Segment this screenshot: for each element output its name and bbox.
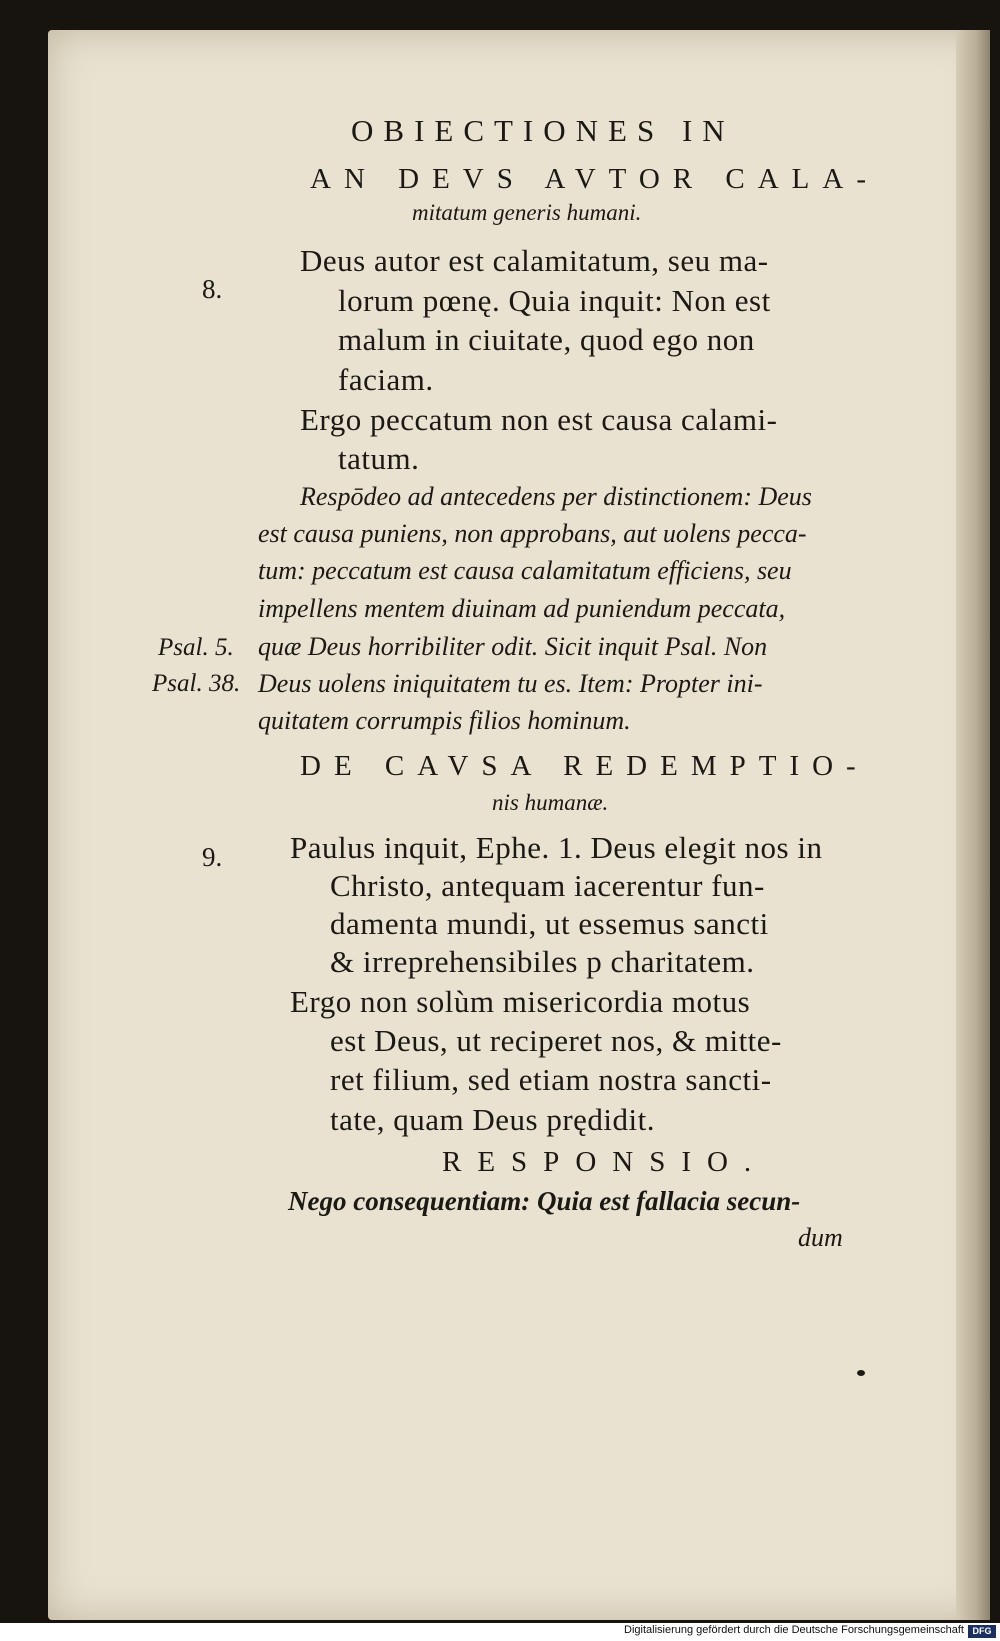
s1-response-5: quæ Deus horribiliter odit. Sicit inquit Psal. Non [258,632,768,661]
s1-line-5: Ergo peccatum non est causa calami- [300,402,778,437]
s1-line-1: Deus autor est calamitatum, seu ma- [300,243,769,278]
s1-response-1: Respōdeo ad antecedens per distinctionem: Deus [300,482,812,511]
footer-bar [0,1623,1000,1641]
section1-heading-cont: mitatum generis humani. [412,200,642,225]
s2-line-5: Ergo non solùm misericordia motus [290,984,751,1019]
s1-response-2: est causa puniens, non approbans, aut uolens pecca- [258,519,807,548]
responsio-line: Nego consequentiam: Quia est fallacia secun- [288,1186,801,1216]
responsio-heading: RESPONSIO. [442,1146,768,1178]
s1-response-4: impellens mentem diuinam ad puniendum peccata, [258,594,786,623]
s1-line-6: tatum. [338,441,420,476]
footer-credit: Digitalisierung gefördert durch die Deutsche Forschungsgemeinschaft [624,1624,964,1636]
s2-line-4: & irreprehensibiles p charitatem. [330,944,755,979]
s1-line-2: lorum pœnę. Quia inquit: Non est [338,283,771,318]
ink-mark [857,1370,865,1376]
section1-heading: AN DEVS AVTOR CALA- [310,163,879,195]
catchword: dum [798,1223,843,1252]
section2-margin-number: 9. [202,842,223,872]
dfg-logo: DFG [968,1625,996,1638]
s1-response-6: Deus uolens iniquitatem tu es. Item: Propter ini- [258,669,763,698]
s2-line-1: Paulus inquit, Ephe. 1. Deus elegit nos in [290,830,823,865]
running-head: OBIECTIONES IN [351,113,735,148]
s2-line-2: Christo, antequam iacerentur fun- [330,868,765,903]
s2-line-7: ret filium, sed etiam nostra sancti- [330,1062,772,1097]
section2-heading: DE CAVSA REDEMPTIO- [300,750,869,782]
s2-line-8: tate, quam Deus prędidit. [330,1102,655,1137]
s1-line-4: faciam. [338,362,434,397]
section2-heading-cont: nis humanæ. [492,790,609,815]
s2-line-3: damenta mundi, ut essemus sancti [330,906,769,941]
margin-ref-psal-38: Psal. 38. [152,670,241,697]
page-edge-shadow [956,30,990,1620]
section1-margin-number: 8. [202,274,223,304]
margin-ref-psal-5: Psal. 5. [158,634,234,661]
s1-response-3: tum: peccatum est causa calamitatum efficiens, seu [258,556,792,585]
s1-line-3: malum in ciuitate, quod ego non [338,322,755,357]
s1-response-7: quitatem corrumpis filios hominum. [258,706,631,735]
s2-line-6: est Deus, ut reciperet nos, & mitte- [330,1023,782,1058]
